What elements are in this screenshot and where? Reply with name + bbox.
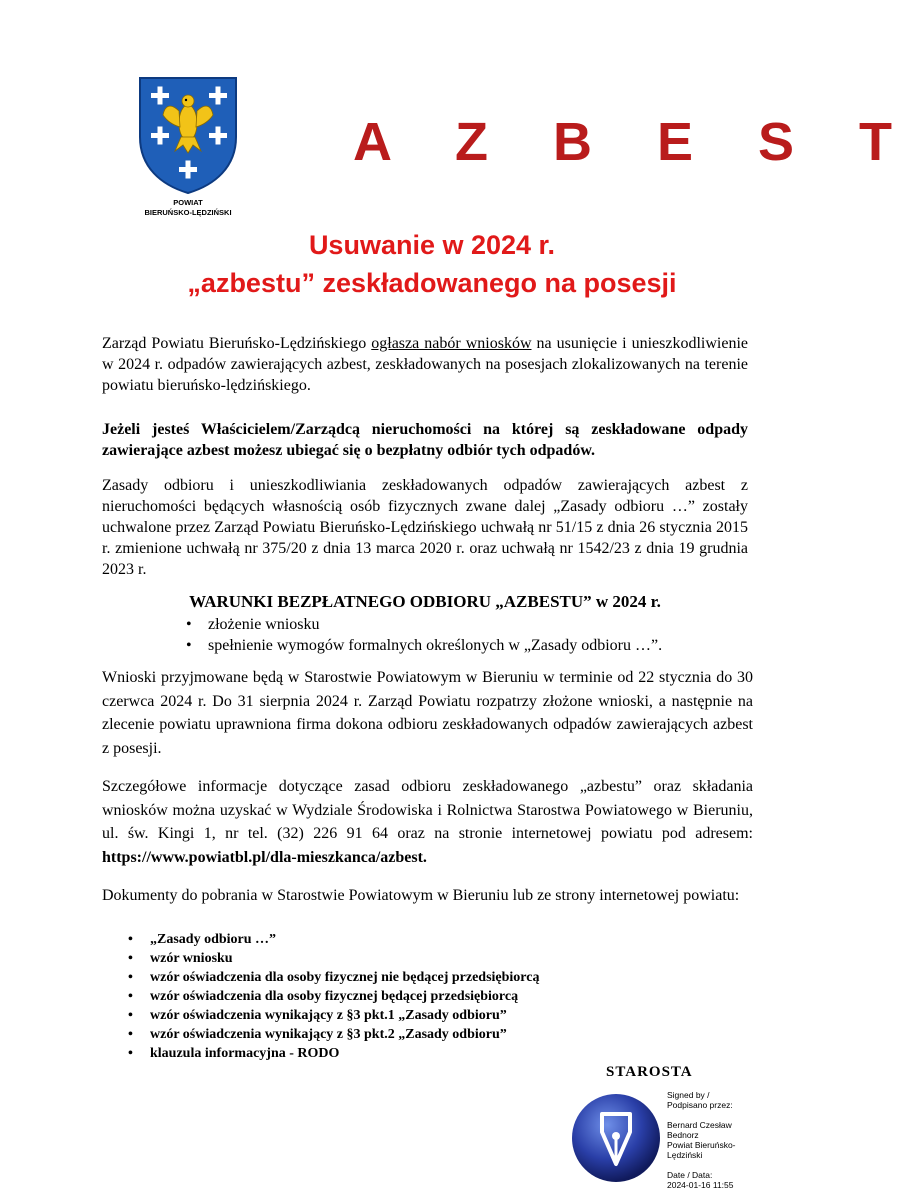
rules-paragraph: Zasady odbioru i unieszkodliwiania zeskładowanych odpadów zawierających azbest z nieruchomości będących własnością osób fizycznych zwane dalej „Zasady odbioru …” zostały uchwalone przez Zarząd Powiatu Bieruńsko-Lędzińskiego uchwałą nr 51/15 z dnia 26 stycznia 2015 r. zmienione uchwałą nr 375/20 z dnia 13 marca 2020 r. oraz uchwałą nr 1542/23 z dnia 19 grudnia 2023 r. xyxy=(102,477,748,578)
website-url: https://www.powiatbl.pl/dla-mieszkanca/azbest. xyxy=(102,848,427,866)
document-item: • wzór wniosku xyxy=(128,949,748,968)
documents-list xyxy=(128,930,748,1063)
page-title: A Z B E S T xyxy=(353,112,917,172)
sign-date: 2024-01-16 11:55 xyxy=(667,1180,734,1190)
intro-text-after: na usunięcie i unieszkodliwienie w 2024 r. odpadów zawierających azbest, zeskładowanych na posesjach zlokalizowanych na terenie powiatu bieruńsko-lędzińskiego. xyxy=(102,335,749,394)
signer-org: Powiat Bieruńsko- xyxy=(667,1140,736,1150)
deadline-paragraph: Wnioski przyjmowane będą w Starostwie Powiatowym w Bieruniu w terminie od 22 stycznia do 30 czerwca 2024 r. Do 31 sierpnia 2024 r. Zarząd Powiatu rozpatrzy złożone wnioski, a następnie na zlecenie powiatu uprawniona firma dokona odbioru zeskładowanych odpadów zawierających azbest z posesji. xyxy=(102,669,753,757)
crest-caption-line2: BIERUŃSKO-LĘDZIŃSKI xyxy=(144,208,232,217)
intro-underlined-text: ogłasza nabór wniosków xyxy=(371,335,532,352)
signed-by-label: Signed by / xyxy=(667,1090,710,1100)
document-item: • wzór oświadczenia wynikający z §3 pkt.2 „Zasady odbioru” xyxy=(128,1025,748,1044)
signer-name: Bernard Czesław xyxy=(667,1120,732,1130)
intro-text-before: Zarząd Powiatu Bieruńsko-Lędzińskiego xyxy=(102,335,372,352)
crest-caption xyxy=(118,198,258,218)
signatory-role: STAROSTA xyxy=(606,1064,693,1080)
digital-signature-pen-icon xyxy=(570,1092,662,1184)
signer-org-cont: Lędziński xyxy=(667,1150,703,1160)
document-item: • wzór oświadczenia dla osoby fizycznej nie będącej przedsiębiorcą xyxy=(128,968,748,987)
intro-paragraph xyxy=(102,333,748,396)
powiat-crest-logo xyxy=(137,75,239,195)
signature-details xyxy=(667,1090,767,1190)
headline-line1: Usuwanie w 2024 r. xyxy=(308,230,556,260)
signer-surname: Bednorz xyxy=(667,1130,699,1140)
crest-caption-line1: POWIAT xyxy=(173,198,203,207)
signed-by-label-pl: Podpisano przez: xyxy=(667,1100,733,1110)
conditions-title: WARUNKI BEZPŁATNEGO ODBIORU „AZBESTU” w 2024 r. xyxy=(189,592,661,611)
info-paragraph xyxy=(102,775,753,869)
document-item: • „Zasady odbioru …” xyxy=(128,930,748,949)
info-text: Szczegółowe informacje dotyczące zasad odbioru zeskładowanego „azbestu” oraz składania wniosków można uzyskać w Wydziale Środowiska i Rolnictwa Starostwa Powiatowego w Bieruniu, ul. św. Kingi 1, nr tel. (32) 226 91 64 oraz na stronie internetowej powiatu pod adresem: xyxy=(102,778,753,842)
document-item: • wzór oświadczenia dla osoby fizycznej będącej przedsiębiorcą xyxy=(128,987,748,1006)
conditions-item: • złożenie wniosku xyxy=(186,614,766,635)
document-item: • wzór oświadczenia wynikający z §3 pkt.1 „Zasady odbioru” xyxy=(128,1006,748,1025)
conditions-item: • spełnienie wymogów formalnych określonych w „Zasady odbioru …”. xyxy=(186,635,766,656)
headline xyxy=(100,226,764,302)
owner-notice-paragraph: Jeżeli jesteś Właścicielem/Zarządcą nieruchomości na której są zeskładowane odpady zawierające azbest możesz ubiegać się o bezpłatny odbiór tych odpadów. xyxy=(102,421,748,459)
headline-line2: „azbestu” zeskładowanego na posesji xyxy=(187,268,677,298)
conditions-list xyxy=(186,614,766,656)
documents-intro: Dokumenty do pobrania w Starostwie Powiatowym w Bieruniu lub ze strony internetowej powiatu: xyxy=(102,887,740,904)
sign-date-label: Date / Data: xyxy=(667,1170,713,1180)
document-item: • klauzula informacyjna - RODO xyxy=(128,1044,748,1063)
